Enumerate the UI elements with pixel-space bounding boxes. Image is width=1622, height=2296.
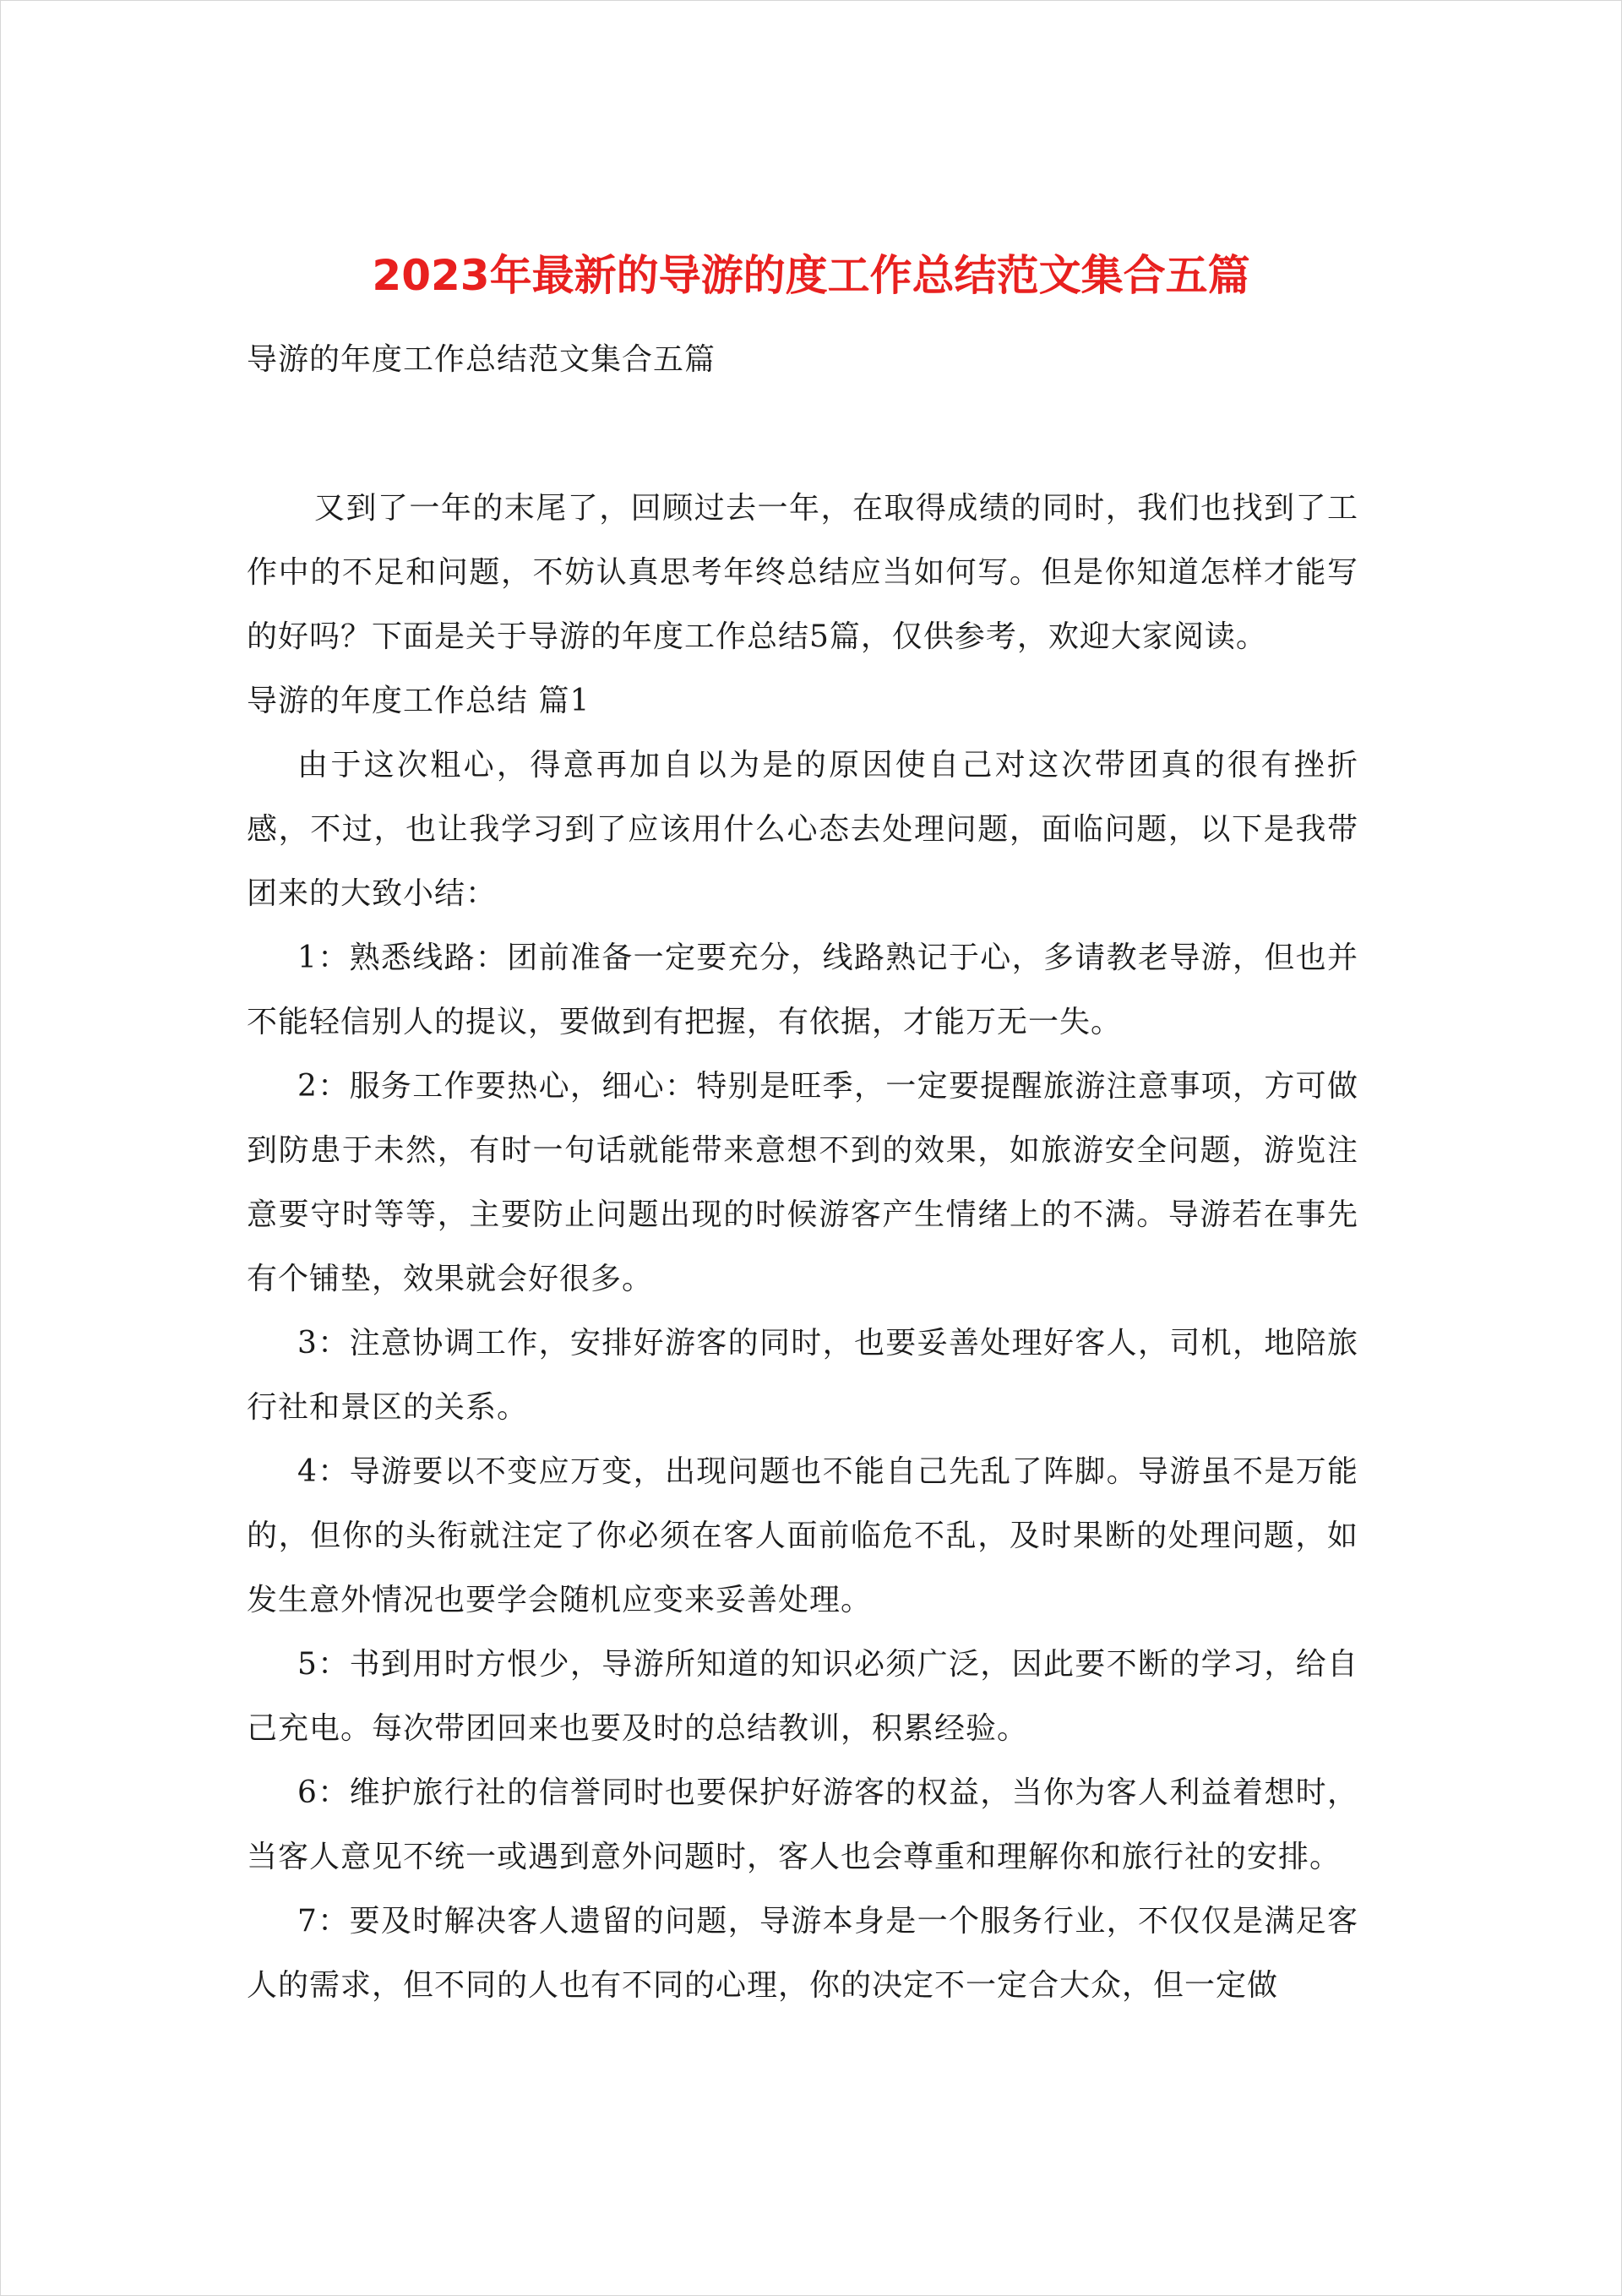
document-body [247,328,1358,2018]
document-title: 2023年最新的导游的度工作总结范文集合五篇 [372,251,1250,300]
document-subtitle: 导游的年度工作总结范文集合五篇 [247,342,716,377]
list-item: 3：注意协调工作，安排好游客的同时，也要妥善处理好客人，司机，地陪旅行社和景区的关系。 [247,1326,1358,1425]
list-item: 1：熟悉线路：团前准备一定要充分，线路熟记于心，多请教老导游，但也并不能轻信别人的提议，要做到有把握，有依据，才能万无一失。 [247,941,1358,1039]
list-item: 4：导游要以不变应万变，出现问题也不能自己先乱了阵脚。导游虽不是万能的，但你的头衔就注定了你必须在客人面前临危不乱，及时果断的处理问题，如发生意外情况也要学会随机应变来妥善处理。 [247,1454,1358,1617]
intro-paragraph: 又到了一年的末尾了，回顾过去一年，在取得成绩的同时，我们也找到了工作中的不足和问题，不妨认真思考年终总结应当如何写。但是你知道怎样才能写的好吗？下面是关于导游的年度工作总结5篇，仅供参考，欢迎大家阅读。 [247,491,1358,654]
body-paragraph: 由于这次粗心，得意再加自以为是的原因使自己对这次带团真的很有挫折感，不过，也让我学习到了应该用什么心态去处理问题，面临问题，以下是我带团来的大致小结： [247,748,1358,911]
list-item: 6：维护旅行社的信誉同时也要保护好游客的权益，当你为客人利益着想时，当客人意见不统一或遇到意外问题时，客人也会尊重和理解你和旅行社的安排。 [247,1775,1358,1874]
list-item: 2：服务工作要热心，细心：特别是旺季，一定要提醒旅游注意事项，方可做到防患于未然，有时一句话就能带来意想不到的效果，如旅游安全问题，游览注意要守时等等，主要防止问题出现的时候游客产生情绪上的不满。导游若在事先有个铺垫，效果就会好很多。 [247,1069,1358,1296]
list-item: 5：书到用时方恨少，导游所知道的知识必须广泛，因此要不断的学习，给自己充电。每次带团回来也要及时的总结教训，积累经验。 [247,1647,1358,1746]
section-heading: 导游的年度工作总结 篇1 [247,684,591,718]
list-item: 7：要及时解决客人遗留的问题，导游本身是一个服务行业，不仅仅是满足客人的需求，但不同的人也有不同的心理，你的决定不一定合大众，但一定做 [247,1904,1358,2003]
blank-line [247,392,1358,477]
